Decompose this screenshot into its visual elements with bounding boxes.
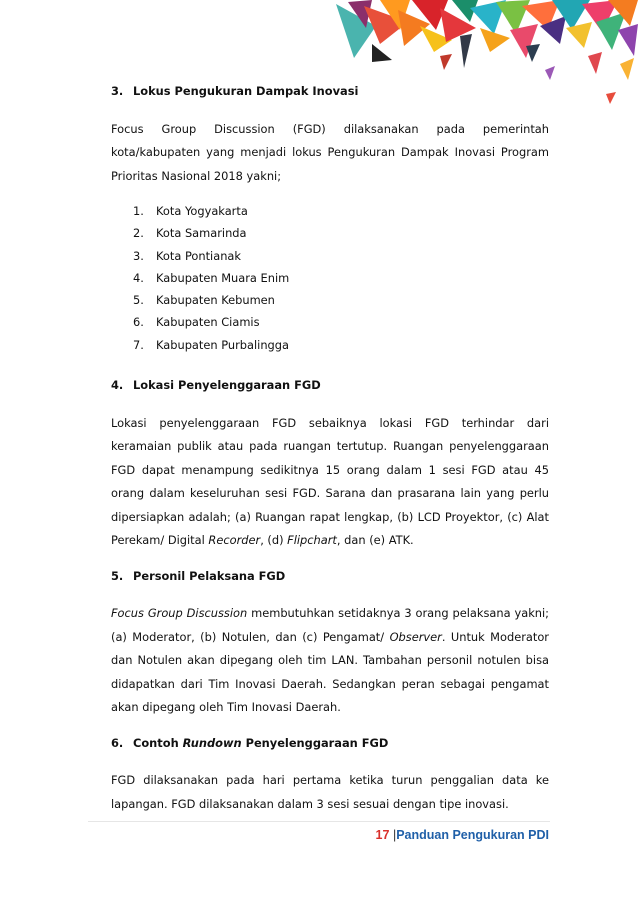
recorder-term: Recorder: [208, 533, 261, 548]
footer-title: Panduan Pengukuran PDI: [396, 828, 549, 842]
section-6-heading: [111, 732, 549, 756]
page-number: 17: [375, 828, 390, 842]
footer-divider: [88, 821, 550, 822]
rundown-term: Rundown: [182, 735, 242, 750]
section-title: Lokasi Penyelenggaraan FGD: [133, 378, 321, 393]
list-item: 6. Kabupaten Ciamis: [133, 315, 260, 330]
list-item: 3. Kota Pontianak: [133, 248, 241, 263]
list-item: 7. Kabupaten Purbalingga: [133, 337, 289, 352]
section-title: Personil Pelaksana FGD: [133, 568, 286, 583]
list-item: 4. Kabupaten Muara Enim: [133, 270, 290, 285]
list-item: 5. Kabupaten Kebumen: [133, 293, 275, 308]
section-number: 4.: [111, 378, 124, 393]
list-item: 2. Kota Samarinda: [133, 226, 247, 241]
fgd-term: Focus Group Discussion: [111, 606, 248, 621]
list-item: 1. Kota Yogyakarta: [133, 204, 248, 218]
section-number: 6.: [111, 735, 124, 750]
section-number: 5.: [111, 568, 124, 583]
section-3-paragraph: Focus Group Discussion (FGD) dilaksanakan pada pemerintah kota/kabupaten yang menjadi lokus Pengukuran Dampak Inovasi Program Prioritas Nasional 2018 yakni;: [111, 121, 549, 183]
section-5-heading: [111, 565, 549, 589]
lokus-list: [111, 200, 549, 356]
section-title: Contoh Rundown Penyelenggaraan FGD: [133, 735, 389, 750]
observer-term: Observer: [389, 629, 442, 644]
page-footer: [376, 828, 549, 842]
section-3-heading: [111, 80, 549, 104]
flipchart-term: Flipchart: [287, 533, 337, 548]
section-number: 3.: [111, 84, 124, 98]
section-5-paragraph: Focus Group Discussion membutuhkan setidaknya 3 orang pelaksana yakni; (a) Moderator, (b) Notulen, dan (c) Pengamat/ Observer. Untuk Moderator dan Notulen akan dipegang oleh tim LAN. Tambahan personil notulen bisa didapatkan dari Tim Inovasi Daerah. Sedangkan peran sebagai pengamat akan dipegang oleh Tim Inovasi Daerah.: [111, 606, 550, 715]
document-body: [111, 80, 549, 816]
section-6-paragraph: FGD dilaksanakan pada hari pertama ketika turun penggalian data ke lapangan. FGD dilaksanakan dalam 3 sesi sesuai dengan tipe inovasi.: [111, 773, 549, 811]
footer-separator: |: [392, 828, 397, 842]
section-title: Lokus Pengukuran Dampak Inovasi: [133, 84, 359, 98]
section-4-paragraph: Lokasi penyelenggaraan FGD sebaiknya lokasi FGD terhindar dari keramaian publik atau pada ruangan tertutup. Ruangan penyelenggaraan FGD dapat menampung sedikitnya 15 orang dalam 1 sesi FGD atau 45 orang dalam keseluruhan sesi FGD. Sarana dan prasarana lain yang perlu dipersiapkan adalah; (a) Ruangan rapat lengkap, (b) LCD Proyektor, (c) Alat Perekam/ Digital Recorder, (d) Flipchart, dan (e) ATK.: [111, 415, 549, 548]
section-4-heading: [111, 374, 549, 398]
